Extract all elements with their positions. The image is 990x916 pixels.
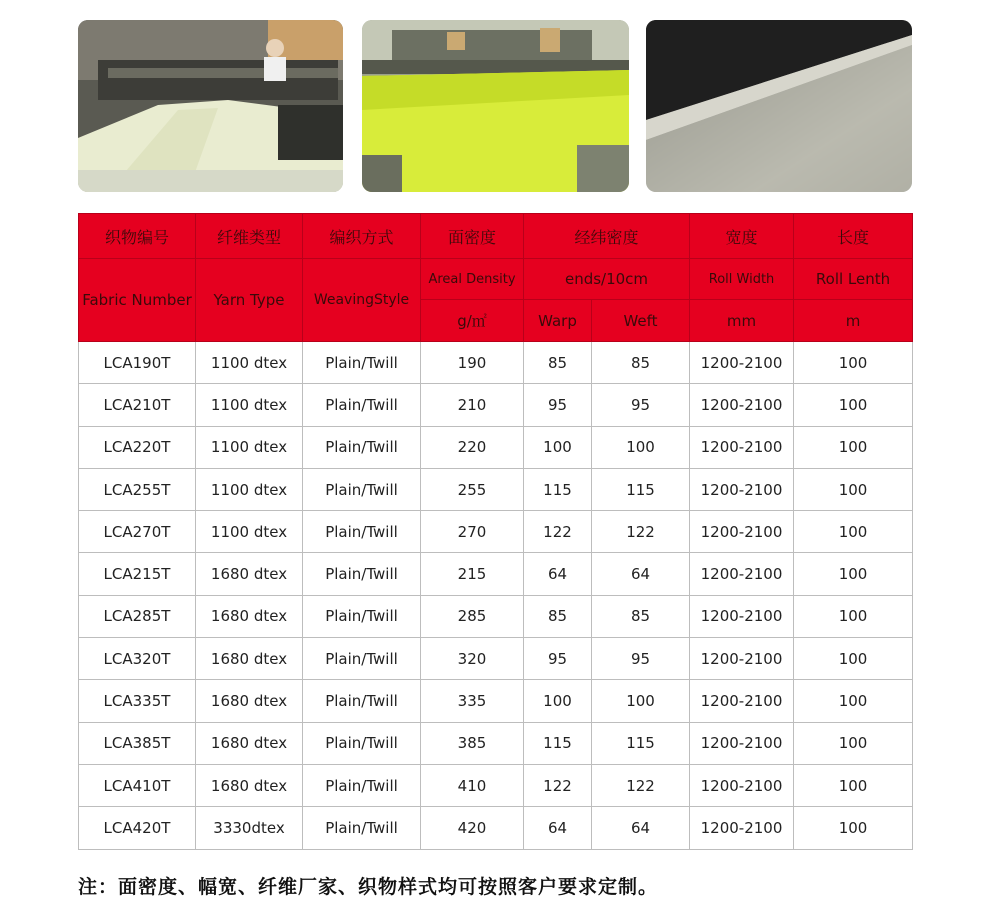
table-row bbox=[79, 511, 913, 553]
weaving-style-cell: Plain/Twill bbox=[303, 511, 421, 553]
weft-cell: 64 bbox=[592, 553, 690, 595]
weaving-style-cell: Plain/Twill bbox=[303, 722, 421, 764]
header-weft: Weft bbox=[592, 300, 690, 342]
roll-length-cell: 100 bbox=[794, 384, 913, 426]
areal-density-cell: 215 bbox=[421, 553, 524, 595]
table-row bbox=[79, 426, 913, 468]
yarn-type-cell: 1100 dtex bbox=[196, 384, 303, 426]
header-row-chinese bbox=[79, 214, 913, 259]
yarn-type-cell: 1100 dtex bbox=[196, 342, 303, 384]
roll-length-cell: 100 bbox=[794, 722, 913, 764]
yellow-fabric-loom-photo bbox=[362, 20, 629, 192]
warp-cell: 100 bbox=[524, 426, 592, 468]
roll-length-cell: 100 bbox=[794, 764, 913, 806]
header-cn-thread-density: 经纬密度 bbox=[524, 214, 690, 259]
roll-width-cell: 1200-2100 bbox=[690, 511, 794, 553]
roll-length-cell: 100 bbox=[794, 468, 913, 510]
header-cn-width: 宽度 bbox=[690, 214, 794, 259]
header-cn-weaving-style: 编织方式 bbox=[303, 214, 421, 259]
header-unit-width: mm bbox=[690, 300, 794, 342]
weft-cell: 122 bbox=[592, 764, 690, 806]
header-fabric-number: Fabric Number bbox=[79, 259, 196, 342]
areal-density-cell: 220 bbox=[421, 426, 524, 468]
header-areal-density: Areal Density bbox=[421, 259, 524, 300]
weaving-style-cell: Plain/Twill bbox=[303, 595, 421, 637]
yarn-type-cell: 1680 dtex bbox=[196, 764, 303, 806]
roll-width-cell: 1200-2100 bbox=[690, 468, 794, 510]
roll-width-cell: 1200-2100 bbox=[690, 638, 794, 680]
roll-width-cell: 1200-2100 bbox=[690, 595, 794, 637]
areal-density-cell: 190 bbox=[421, 342, 524, 384]
roll-length-cell: 100 bbox=[794, 553, 913, 595]
areal-density-cell: 420 bbox=[421, 807, 524, 849]
header-row-english bbox=[79, 259, 913, 300]
warp-cell: 95 bbox=[524, 638, 592, 680]
areal-density-cell: 270 bbox=[421, 511, 524, 553]
warp-cell: 64 bbox=[524, 807, 592, 849]
header-roll-width: Roll Width bbox=[690, 259, 794, 300]
weft-cell: 85 bbox=[592, 595, 690, 637]
areal-density-cell: 210 bbox=[421, 384, 524, 426]
weft-cell: 85 bbox=[592, 342, 690, 384]
header-ends-per-10cm: ends/10cm bbox=[524, 259, 690, 300]
roll-width-cell: 1200-2100 bbox=[690, 384, 794, 426]
areal-density-cell: 320 bbox=[421, 638, 524, 680]
header-yarn-type: Yarn Type bbox=[196, 259, 303, 342]
warp-cell: 85 bbox=[524, 595, 592, 637]
fabric-number-cell: LCA215T bbox=[79, 553, 196, 595]
table-row bbox=[79, 384, 913, 426]
table-row bbox=[79, 468, 913, 510]
roll-width-cell: 1200-2100 bbox=[690, 426, 794, 468]
areal-density-cell: 385 bbox=[421, 722, 524, 764]
areal-density-cell: 255 bbox=[421, 468, 524, 510]
warp-cell: 85 bbox=[524, 342, 592, 384]
roll-length-cell: 100 bbox=[794, 426, 913, 468]
yarn-type-cell: 1680 dtex bbox=[196, 553, 303, 595]
table-row bbox=[79, 595, 913, 637]
weaving-style-cell: Plain/Twill bbox=[303, 384, 421, 426]
yarn-type-cell: 1100 dtex bbox=[196, 511, 303, 553]
roll-length-cell: 100 bbox=[794, 595, 913, 637]
fabric-spec-table bbox=[78, 213, 913, 850]
yarn-type-cell: 1680 dtex bbox=[196, 722, 303, 764]
warp-cell: 122 bbox=[524, 511, 592, 553]
weaving-style-cell: Plain/Twill bbox=[303, 638, 421, 680]
fabric-number-cell: LCA335T bbox=[79, 680, 196, 722]
table-row bbox=[79, 764, 913, 806]
header-cn-yarn-type: 纤维类型 bbox=[196, 214, 303, 259]
roll-width-cell: 1200-2100 bbox=[690, 680, 794, 722]
table-row bbox=[79, 722, 913, 764]
table-row bbox=[79, 342, 913, 384]
areal-density-cell: 285 bbox=[421, 595, 524, 637]
yarn-type-cell: 1680 dtex bbox=[196, 638, 303, 680]
header-unit-length: m bbox=[794, 300, 913, 342]
roll-width-cell: 1200-2100 bbox=[690, 807, 794, 849]
warp-cell: 95 bbox=[524, 384, 592, 426]
table-row bbox=[79, 553, 913, 595]
fabric-number-cell: LCA385T bbox=[79, 722, 196, 764]
weft-cell: 115 bbox=[592, 722, 690, 764]
header-roll-length: Roll Lenth bbox=[794, 259, 913, 300]
areal-density-cell: 410 bbox=[421, 764, 524, 806]
warp-cell: 115 bbox=[524, 722, 592, 764]
areal-density-cell: 335 bbox=[421, 680, 524, 722]
weaving-style-cell: Plain/Twill bbox=[303, 342, 421, 384]
yarn-type-cell: 1680 dtex bbox=[196, 595, 303, 637]
warp-cell: 115 bbox=[524, 468, 592, 510]
roll-length-cell: 100 bbox=[794, 638, 913, 680]
table-row bbox=[79, 680, 913, 722]
roll-width-cell: 1200-2100 bbox=[690, 722, 794, 764]
fabric-number-cell: LCA270T bbox=[79, 511, 196, 553]
header-unit-density: g/㎡ bbox=[421, 300, 524, 342]
yarn-type-cell: 1100 dtex bbox=[196, 426, 303, 468]
roll-length-cell: 100 bbox=[794, 680, 913, 722]
warp-cell: 100 bbox=[524, 680, 592, 722]
grey-fabric-roll-photo bbox=[646, 20, 912, 192]
weaving-style-cell: Plain/Twill bbox=[303, 764, 421, 806]
header-warp: Warp bbox=[524, 300, 592, 342]
roll-width-cell: 1200-2100 bbox=[690, 764, 794, 806]
weft-cell: 100 bbox=[592, 426, 690, 468]
loom-factory-photo bbox=[78, 20, 343, 192]
fabric-number-cell: LCA320T bbox=[79, 638, 196, 680]
roll-length-cell: 100 bbox=[794, 342, 913, 384]
weaving-style-cell: Plain/Twill bbox=[303, 680, 421, 722]
header-weaving-style: WeavingStyle bbox=[303, 259, 421, 342]
weft-cell: 115 bbox=[592, 468, 690, 510]
fabric-number-cell: LCA285T bbox=[79, 595, 196, 637]
weaving-style-cell: Plain/Twill bbox=[303, 553, 421, 595]
yarn-type-cell: 1680 dtex bbox=[196, 680, 303, 722]
warp-cell: 64 bbox=[524, 553, 592, 595]
roll-length-cell: 100 bbox=[794, 807, 913, 849]
weft-cell: 122 bbox=[592, 511, 690, 553]
fabric-number-cell: LCA410T bbox=[79, 764, 196, 806]
table-row bbox=[79, 807, 913, 849]
weft-cell: 95 bbox=[592, 638, 690, 680]
fabric-number-cell: LCA420T bbox=[79, 807, 196, 849]
fabric-number-cell: LCA190T bbox=[79, 342, 196, 384]
weft-cell: 64 bbox=[592, 807, 690, 849]
table-row bbox=[79, 638, 913, 680]
fabric-number-cell: LCA255T bbox=[79, 468, 196, 510]
weaving-style-cell: Plain/Twill bbox=[303, 468, 421, 510]
weaving-style-cell: Plain/Twill bbox=[303, 807, 421, 849]
yarn-type-cell: 3330dtex bbox=[196, 807, 303, 849]
roll-width-cell: 1200-2100 bbox=[690, 342, 794, 384]
yarn-type-cell: 1100 dtex bbox=[196, 468, 303, 510]
weft-cell: 100 bbox=[592, 680, 690, 722]
header-cn-areal-density: 面密度 bbox=[421, 214, 524, 259]
warp-cell: 122 bbox=[524, 764, 592, 806]
photo-strip bbox=[78, 20, 912, 192]
weaving-style-cell: Plain/Twill bbox=[303, 426, 421, 468]
customization-footnote: 注：面密度、幅宽、纤维厂家、织物样式均可按照客户要求定制。 bbox=[78, 876, 659, 898]
roll-length-cell: 100 bbox=[794, 511, 913, 553]
weft-cell: 95 bbox=[592, 384, 690, 426]
header-cn-length: 长度 bbox=[794, 214, 913, 259]
fabric-number-cell: LCA220T bbox=[79, 426, 196, 468]
roll-width-cell: 1200-2100 bbox=[690, 553, 794, 595]
header-cn-fabric-number: 织物编号 bbox=[79, 214, 196, 259]
fabric-number-cell: LCA210T bbox=[79, 384, 196, 426]
